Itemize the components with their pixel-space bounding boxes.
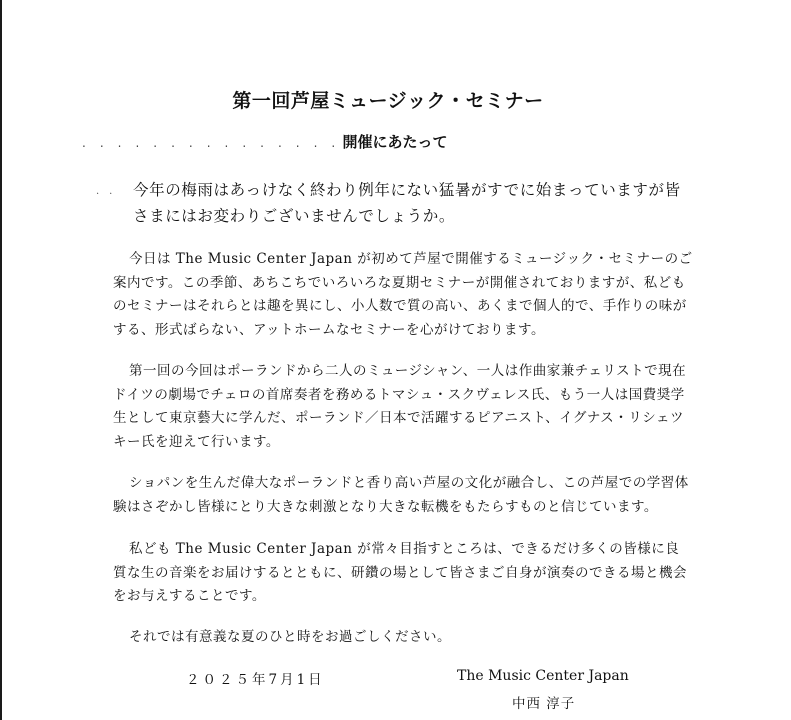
paragraph-4: 私ども The Music Center Japan が常々目指すところは、できるだけ多くの皆様に良質な生の音楽をお届けするとともに、研鑽の場として皆さまご自身が演奏のできる場と機会をお与えすることです。 [113,541,687,604]
organization-name: The Music Center Japan [457,668,629,684]
paragraph-3: ショパンを生んだ偉大なポーランドと香り高い芦屋の文化が融合し、この芦屋での学習体験はさぞかし皆様にとり大きな刺激となり大きな転機をもたらすものと信じています。 [113,475,689,515]
document-subtitle: 開催にあたって [342,133,448,151]
document-date: ２０２５年7月1日 [186,672,325,688]
paragraph-1: 今日は The Music Center Japan が初めて芦屋で開催するミュージック・セミナーのご案内です。この季節、あちこちでいろいろな夏期セミナーが開催されておりますが、私どものセミナーはそれらとは趣を異にし、小人数で質の高い、あくまで個人的で、手作りの味がする、形式ばらない、アットホームなセミナーを心がけております。 [113,251,693,338]
intro-dots: .. [96,186,123,197]
signer-name: 中西 淳子 [512,696,576,712]
paragraph-2: 第一回の今回はポーランドから二人のミュージシャン、一人は作曲家兼チェリストで現在ドイツの劇場でチェロの首席奏者を務めるトマシュ・スクヴェレス氏、もう一人は国費奨学生として東京藝大に学んだ、ポーランド／日本で活躍するピアニスト、イグナス・リシェツキー氏を迎えて行います。 [113,363,687,450]
paragraph-5: それでは有意義な夏のひと時をお過ごしください。 [129,629,451,645]
dot-leader: ............... [82,136,350,150]
intro-paragraph: 今年の梅雨はあっけなく終わり例年にない猛暑がすでに始まっていますが皆さまにはお変わりございませんでしょうか。 [133,181,681,225]
document-title: 第一回芦屋ミュージック・セミナー [232,90,544,112]
